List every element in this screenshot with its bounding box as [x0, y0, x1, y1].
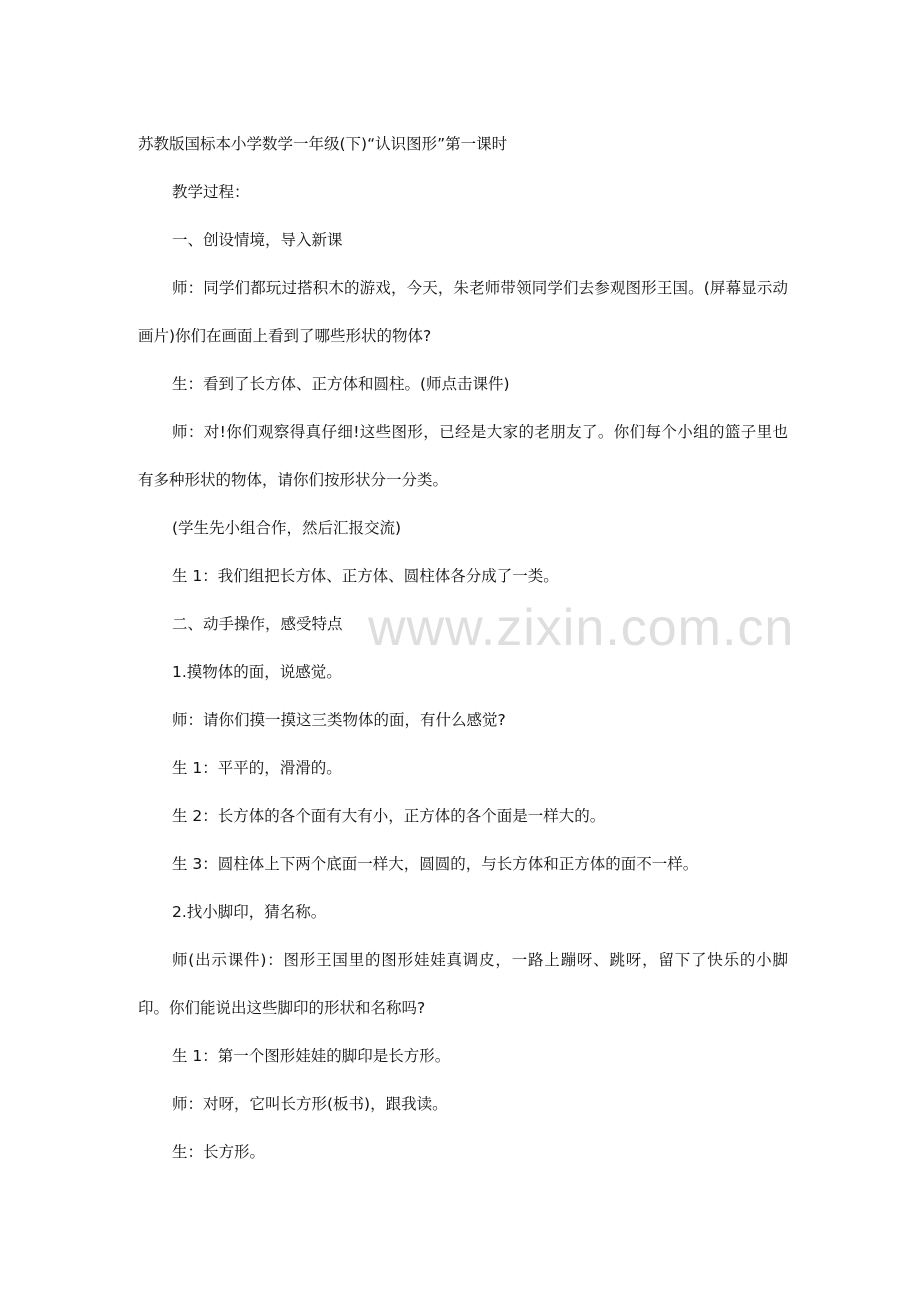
paragraph: 教学过程： — [172, 183, 250, 201]
paragraph: 师：对呀，它叫长方形(板书)，跟我读。 — [172, 1095, 448, 1113]
document-body — [138, 120, 788, 1176]
subsection-heading: 2.找小脚印，猜名称。 — [172, 903, 327, 921]
paragraph: 生 2：长方体的各个面有大有小，正方体的各个面是一样大的。 — [172, 807, 606, 825]
paragraph: 师：对!你们观察得真仔细!这些图形，已经是大家的老朋友了。你们每个小组的篮子里也有多种形状的物体，请你们按形状分一分类。 — [138, 423, 788, 489]
paragraph: 生：看到了长方体、正方体和圆柱。(师点击课件) — [172, 375, 510, 393]
paragraph: 师(出示课件)：图形王国里的图形娃娃真调皮，一路上蹦呀、跳呀，留下了快乐的小脚印。你们能说出这些脚印的形状和名称吗? — [138, 951, 788, 1017]
document-title: 苏教版国标本小学数学一年级(下)“认识图形”第一课时 — [138, 135, 508, 153]
section-heading: 二、动手操作，感受特点 — [172, 615, 343, 633]
paragraph: 师：请你们摸一摸这三类物体的面，有什么感觉? — [172, 711, 506, 729]
section-heading: 一、创设情境，导入新课 — [172, 231, 343, 249]
paragraph: 生 1：我们组把长方体、正方体、圆柱体各分成了一类。 — [172, 567, 559, 585]
subsection-heading: 1.摸物体的面，说感觉。 — [172, 663, 342, 681]
paragraph: 生：长方形。 — [172, 1143, 266, 1161]
paragraph: 生 1：第一个图形娃娃的脚印是长方形。 — [172, 1047, 451, 1065]
paragraph: (学生先小组合作，然后汇报交流) — [172, 519, 402, 537]
watermark: www.zixin.com.cn — [368, 599, 795, 657]
paragraph: 生 1：平平的，滑滑的。 — [172, 759, 342, 777]
paragraph: 师：同学们都玩过搭积木的游戏，今天，朱老师带领同学们去参观图形王国。(屏幕显示动画片)你们在画面上看到了哪些形状的物体? — [138, 279, 788, 345]
paragraph: 生 3：圆柱体上下两个底面一样大，圆圆的，与长方体和正方体的面不一样。 — [172, 855, 699, 873]
